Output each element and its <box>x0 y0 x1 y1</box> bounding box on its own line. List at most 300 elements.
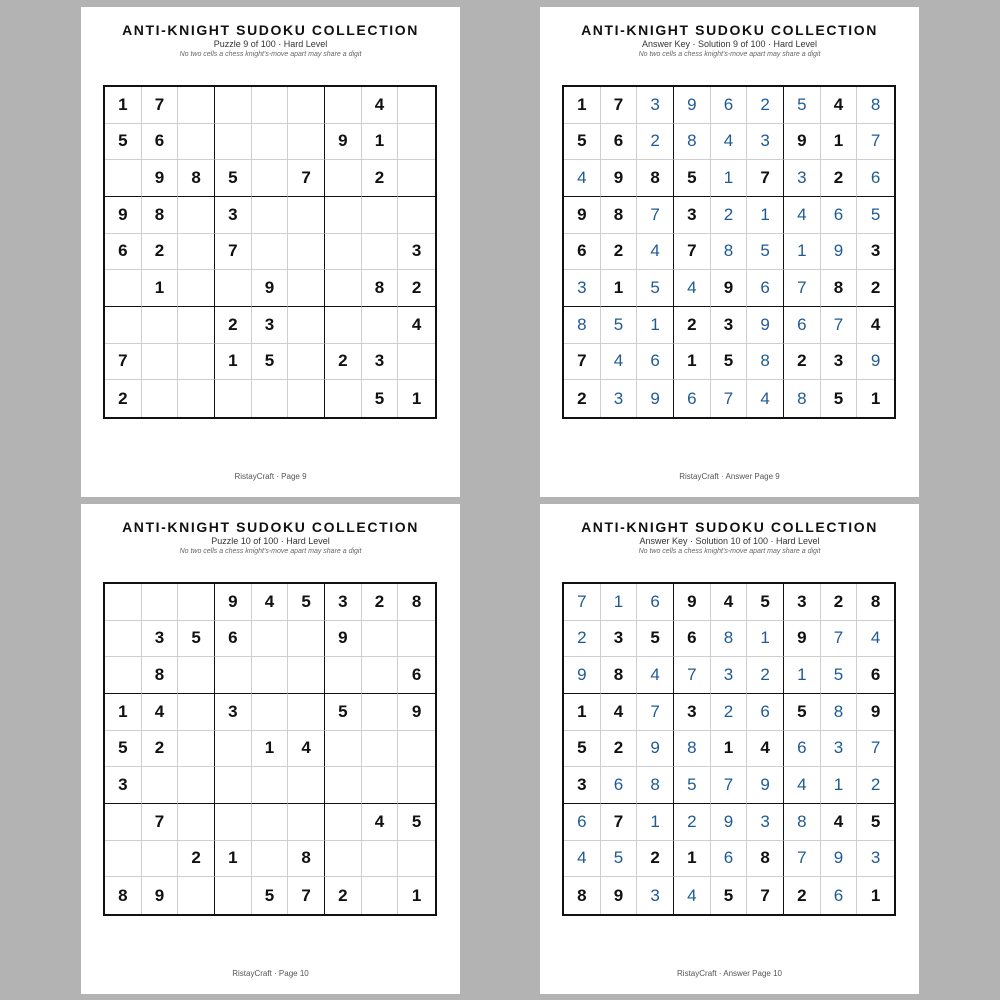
sudoku-cell: 8 <box>821 694 858 731</box>
sudoku-cell: 5 <box>362 380 399 417</box>
sudoku-cell <box>362 841 399 878</box>
sudoku-cell: 1 <box>870 388 881 408</box>
sudoku-cell <box>252 657 289 694</box>
sudoku-cell: 3 <box>215 197 252 234</box>
sudoku-cell <box>215 270 252 307</box>
page-subtitle: Puzzle 9 of 100 · Hard Level <box>213 39 328 49</box>
sudoku-cell: 1 <box>821 767 858 804</box>
sudoku-cell: 5 <box>252 877 289 914</box>
sudoku-cell <box>105 621 142 658</box>
sudoku-cell: 6 <box>857 160 894 197</box>
sudoku-cell <box>288 124 325 161</box>
sudoku-cell: 4 <box>821 87 858 124</box>
sudoku-cell <box>178 877 215 914</box>
sudoku-cell: 5 <box>674 160 711 197</box>
sudoku-cell: 9 <box>857 344 894 381</box>
sudoku-cell <box>105 804 142 841</box>
sudoku-cell <box>288 380 325 417</box>
sudoku-cell: 3 <box>252 307 289 344</box>
sudoku-cell: 3 <box>711 307 748 344</box>
sudoku-cell: 8 <box>601 197 638 234</box>
sudoku-cell: 5 <box>215 160 252 197</box>
sudoku-cell: 8 <box>711 234 748 271</box>
sudoku-cell <box>105 160 142 197</box>
sudoku-cell <box>178 731 215 768</box>
page-footer: RistayCraft · Answer Page 9 <box>679 472 780 481</box>
sudoku-cell: 5 <box>821 380 858 417</box>
sudoku-cell: 7 <box>288 877 325 914</box>
sudoku-cell <box>288 197 325 234</box>
sudoku-cell: 3 <box>215 694 252 731</box>
page-title: ANTI-KNIGHT SUDOKU COLLECTION <box>122 22 419 38</box>
sudoku-cell <box>325 197 362 234</box>
sudoku-cell <box>288 87 325 124</box>
sudoku-cell: 6 <box>564 804 601 841</box>
sudoku-cell: 4 <box>857 307 894 344</box>
sudoku-cell <box>362 767 399 804</box>
sudoku-cell <box>288 307 325 344</box>
sudoku-cell <box>398 124 435 161</box>
sudoku-cell <box>142 307 179 344</box>
sudoku-cell: 9 <box>564 657 601 694</box>
sudoku-cell: 7 <box>784 270 821 307</box>
sudoku-cell <box>362 307 399 344</box>
sudoku-cell: 4 <box>362 804 399 841</box>
sudoku-cell: 9 <box>857 694 894 731</box>
sudoku-cell: 6 <box>674 380 711 417</box>
sudoku-cell: 1 <box>637 804 674 841</box>
sudoku-cell <box>178 344 215 381</box>
sudoku-cell: 3 <box>564 270 601 307</box>
sudoku-cell: 7 <box>105 344 142 381</box>
sudoku-cell: 2 <box>362 160 399 197</box>
sudoku-cell: 1 <box>601 584 638 621</box>
sudoku-cell <box>178 804 215 841</box>
sudoku-cell: 5 <box>252 344 289 381</box>
sudoku-grid <box>103 582 437 916</box>
sudoku-cell: 6 <box>711 841 748 878</box>
sudoku-cell: 1 <box>601 270 638 307</box>
sudoku-cell: 4 <box>288 731 325 768</box>
sudoku-cell <box>252 841 289 878</box>
sudoku-cell: 6 <box>747 694 784 731</box>
sudoku-cell: 1 <box>215 841 252 878</box>
sudoku-cell: 6 <box>857 657 894 694</box>
sudoku-cell <box>398 767 435 804</box>
sudoku-cell: 1 <box>252 731 289 768</box>
sudoku-cell: 2 <box>142 234 179 271</box>
sudoku-cell: 3 <box>747 804 784 841</box>
sudoku-cell: 6 <box>821 197 858 234</box>
sudoku-cell <box>325 657 362 694</box>
sudoku-cell <box>252 87 289 124</box>
sudoku-cell <box>325 87 362 124</box>
sudoku-cell: 5 <box>178 621 215 658</box>
sudoku-cell: 4 <box>252 584 289 621</box>
sudoku-cell <box>288 344 325 381</box>
sudoku-cell: 3 <box>747 124 784 161</box>
sudoku-cell <box>252 160 289 197</box>
sudoku-cell: 1 <box>747 197 784 234</box>
sudoku-cell <box>252 621 289 658</box>
sudoku-cell: 7 <box>711 767 748 804</box>
sudoku-cell: 1 <box>674 841 711 878</box>
sudoku-cell: 9 <box>784 621 821 658</box>
sudoku-cell: 2 <box>142 731 179 768</box>
sudoku-cell <box>178 270 215 307</box>
sudoku-cell: 4 <box>601 344 638 381</box>
sudoku-cell: 7 <box>564 584 601 621</box>
sudoku-cell: 2 <box>601 731 638 768</box>
sudoku-cell: 9 <box>564 197 601 234</box>
sudoku-cell: 3 <box>564 767 601 804</box>
sudoku-cell: 1 <box>870 885 881 905</box>
sudoku-cell <box>215 877 252 914</box>
sudoku-cell: 6 <box>105 234 142 271</box>
sudoku-cell: 8 <box>857 87 894 124</box>
sudoku-cell: 8 <box>178 160 215 197</box>
sudoku-cell <box>288 767 325 804</box>
sudoku-cell: 6 <box>601 124 638 161</box>
sudoku-cell <box>105 657 142 694</box>
sudoku-cell: 9 <box>747 307 784 344</box>
sudoku-cell: 4 <box>711 124 748 161</box>
sudoku-cell: 1 <box>747 621 784 658</box>
sudoku-cell: 5 <box>784 694 821 731</box>
sudoku-cell <box>325 767 362 804</box>
sudoku-cell: 8 <box>601 657 638 694</box>
sudoku-cell <box>178 584 215 621</box>
sudoku-cell: 7 <box>142 804 179 841</box>
page-footer: RistayCraft · Page 10 <box>232 969 309 978</box>
sudoku-cell <box>178 234 215 271</box>
sudoku-cell <box>105 841 142 878</box>
sudoku-cell: 8 <box>747 841 784 878</box>
rule-text: No two cells a chess knight's-move apart may share a digit <box>179 51 362 58</box>
sudoku-cell: 7 <box>637 694 674 731</box>
sudoku-cell <box>178 87 215 124</box>
sudoku-cell <box>398 160 435 197</box>
sudoku-cell <box>325 270 362 307</box>
sudoku-cell <box>398 87 435 124</box>
sudoku-cell: 7 <box>674 234 711 271</box>
sudoku-cell <box>288 657 325 694</box>
sudoku-cell: 3 <box>637 877 674 914</box>
page-subtitle: Answer Key · Solution 10 of 100 · Hard Level <box>639 536 820 546</box>
sudoku-cell: 3 <box>325 584 362 621</box>
sudoku-cell: 6 <box>398 657 435 694</box>
sudoku-cell: 6 <box>637 344 674 381</box>
sudoku-cell: 3 <box>362 344 399 381</box>
sudoku-cell: 6 <box>821 877 858 914</box>
sudoku-cell: 7 <box>601 87 638 124</box>
sudoku-cell: 8 <box>784 380 821 417</box>
sudoku-cell: 5 <box>601 307 638 344</box>
sudoku-cell: 4 <box>857 621 894 658</box>
sudoku-grid <box>103 85 437 419</box>
sudoku-cell: 2 <box>747 87 784 124</box>
sudoku-grid <box>562 85 896 419</box>
sudoku-cell: 6 <box>564 234 601 271</box>
sudoku-cell: 1 <box>637 307 674 344</box>
sudoku-cell: 3 <box>105 767 142 804</box>
sudoku-cell: 2 <box>821 160 858 197</box>
sudoku-cell: 6 <box>142 124 179 161</box>
sudoku-cell: 4 <box>637 234 674 271</box>
sudoku-cell: 6 <box>747 270 784 307</box>
sudoku-cell: 7 <box>747 160 784 197</box>
sudoku-cell: 7 <box>857 124 894 161</box>
sudoku-cell: 2 <box>215 307 252 344</box>
sudoku-cell: 9 <box>711 804 748 841</box>
puzzle-page-9 <box>81 7 460 497</box>
sudoku-cell: 4 <box>362 87 399 124</box>
sudoku-cell: 4 <box>601 694 638 731</box>
sudoku-cell <box>178 197 215 234</box>
sudoku-cell: 5 <box>637 270 674 307</box>
sudoku-cell <box>398 731 435 768</box>
sudoku-cell: 1 <box>821 124 858 161</box>
sudoku-cell: 3 <box>398 234 435 271</box>
sudoku-cell: 2 <box>747 657 784 694</box>
sudoku-cell <box>178 657 215 694</box>
sudoku-cell: 5 <box>857 197 894 234</box>
sudoku-cell: 1 <box>784 234 821 271</box>
sudoku-cell <box>215 804 252 841</box>
sudoku-cell: 3 <box>784 160 821 197</box>
sudoku-cell: 6 <box>711 87 748 124</box>
sudoku-cell: 3 <box>784 584 821 621</box>
rule-text: No two cells a chess knight's-move apart may share a digit <box>179 548 362 555</box>
sudoku-cell <box>398 841 435 878</box>
sudoku-cell: 4 <box>821 804 858 841</box>
sudoku-cell: 7 <box>215 234 252 271</box>
puzzle-page-10 <box>81 504 460 994</box>
sudoku-cell: 1 <box>711 731 748 768</box>
page-subtitle: Answer Key · Solution 9 of 100 · Hard Level <box>641 39 818 49</box>
rule-text: No two cells a chess knight's-move apart may share a digit <box>638 548 821 555</box>
sudoku-cell: 9 <box>142 877 179 914</box>
sudoku-cell: 5 <box>564 731 601 768</box>
sudoku-cell: 2 <box>564 621 601 658</box>
sudoku-cell: 3 <box>711 657 748 694</box>
sudoku-cell: 7 <box>601 804 638 841</box>
sudoku-cell <box>325 731 362 768</box>
sudoku-cell <box>252 694 289 731</box>
sudoku-cell: 2 <box>711 197 748 234</box>
sudoku-cell: 2 <box>637 841 674 878</box>
sudoku-cell: 9 <box>784 124 821 161</box>
page-footer: RistayCraft · Answer Page 10 <box>677 969 782 978</box>
sudoku-cell: 9 <box>601 160 638 197</box>
sudoku-cell: 5 <box>637 621 674 658</box>
sudoku-cell <box>252 767 289 804</box>
sudoku-cell: 2 <box>637 124 674 161</box>
sudoku-cell: 4 <box>142 694 179 731</box>
sudoku-cell: 1 <box>362 124 399 161</box>
sudoku-cell: 5 <box>601 841 638 878</box>
sudoku-cell: 6 <box>601 767 638 804</box>
sudoku-cell <box>252 234 289 271</box>
sudoku-cell: 2 <box>674 307 711 344</box>
sudoku-cell: 8 <box>784 804 821 841</box>
sudoku-cell: 2 <box>325 344 362 381</box>
sudoku-cell <box>142 380 179 417</box>
sudoku-cell <box>178 694 215 731</box>
sudoku-cell: 3 <box>821 731 858 768</box>
sudoku-cell: 9 <box>215 584 252 621</box>
sudoku-cell: 1 <box>215 344 252 381</box>
sudoku-cell <box>215 767 252 804</box>
sudoku-cell: 8 <box>674 731 711 768</box>
sudoku-cell: 7 <box>564 344 601 381</box>
sudoku-cell <box>178 767 215 804</box>
sudoku-cell <box>178 124 215 161</box>
page-footer: RistayCraft · Page 9 <box>234 472 307 481</box>
sudoku-cell: 2 <box>784 344 821 381</box>
sudoku-cell: 4 <box>747 380 784 417</box>
sudoku-cell <box>325 307 362 344</box>
sudoku-cell <box>362 657 399 694</box>
sudoku-cell: 4 <box>747 731 784 768</box>
sudoku-cell: 8 <box>398 584 435 621</box>
sudoku-cell: 5 <box>288 584 325 621</box>
sudoku-cell: 3 <box>674 197 711 234</box>
answer-page-10 <box>540 504 919 994</box>
sudoku-cell: 2 <box>601 234 638 271</box>
sudoku-cell <box>215 124 252 161</box>
sudoku-cell: 7 <box>142 87 179 124</box>
sudoku-cell <box>362 877 399 914</box>
sudoku-cell: 9 <box>821 841 858 878</box>
sudoku-cell: 2 <box>398 270 435 307</box>
sudoku-cell: 2 <box>857 270 894 307</box>
sudoku-cell: 9 <box>637 731 674 768</box>
sudoku-cell <box>252 197 289 234</box>
sudoku-cell: 9 <box>747 767 784 804</box>
sudoku-cell: 7 <box>711 380 748 417</box>
sudoku-cell: 3 <box>674 694 711 731</box>
sudoku-cell: 6 <box>215 621 252 658</box>
sudoku-cell <box>325 804 362 841</box>
sudoku-cell: 9 <box>398 694 435 731</box>
sudoku-cell: 9 <box>821 234 858 271</box>
sudoku-cell <box>362 621 399 658</box>
sudoku-cell <box>325 160 362 197</box>
sudoku-cell: 8 <box>821 270 858 307</box>
page-title: ANTI-KNIGHT SUDOKU COLLECTION <box>581 22 878 38</box>
sudoku-cell: 3 <box>601 380 638 417</box>
sudoku-cell <box>215 380 252 417</box>
sudoku-cell: 7 <box>821 307 858 344</box>
sudoku-cell: 9 <box>637 380 674 417</box>
sudoku-cell: 9 <box>252 270 289 307</box>
sudoku-cell: 5 <box>711 344 748 381</box>
sudoku-cell: 9 <box>674 87 711 124</box>
sudoku-cell <box>325 234 362 271</box>
sudoku-cell: 8 <box>711 621 748 658</box>
sudoku-cell <box>142 584 179 621</box>
sudoku-cell: 4 <box>784 197 821 234</box>
sudoku-cell: 5 <box>398 804 435 841</box>
sudoku-cell: 2 <box>784 877 821 914</box>
sudoku-cell: 6 <box>674 621 711 658</box>
sudoku-cell <box>252 804 289 841</box>
sudoku-cell: 5 <box>105 731 142 768</box>
page-subtitle: Puzzle 10 of 100 · Hard Level <box>211 536 330 546</box>
sudoku-cell: 1 <box>411 885 422 905</box>
sudoku-cell: 8 <box>637 767 674 804</box>
sudoku-cell: 7 <box>637 197 674 234</box>
sudoku-cell: 8 <box>747 344 784 381</box>
sudoku-cell: 4 <box>637 657 674 694</box>
sudoku-cell <box>105 584 142 621</box>
sudoku-cell: 9 <box>142 160 179 197</box>
sudoku-cell: 3 <box>857 234 894 271</box>
sudoku-cell: 7 <box>857 731 894 768</box>
sudoku-cell <box>362 234 399 271</box>
sudoku-cell: 2 <box>857 767 894 804</box>
sudoku-cell <box>288 270 325 307</box>
sudoku-cell: 9 <box>105 197 142 234</box>
sudoku-cell: 6 <box>784 307 821 344</box>
sudoku-cell: 5 <box>564 124 601 161</box>
sudoku-cell <box>362 694 399 731</box>
sudoku-cell: 5 <box>105 124 142 161</box>
sudoku-cell <box>288 694 325 731</box>
page-title: ANTI-KNIGHT SUDOKU COLLECTION <box>581 519 878 535</box>
sudoku-cell: 2 <box>821 584 858 621</box>
sudoku-cell: 3 <box>601 621 638 658</box>
sudoku-cell: 4 <box>784 767 821 804</box>
sudoku-cell: 7 <box>674 657 711 694</box>
sudoku-cell: 5 <box>711 877 748 914</box>
sudoku-cell <box>288 804 325 841</box>
sudoku-cell: 9 <box>711 270 748 307</box>
sudoku-cell <box>288 621 325 658</box>
sudoku-cell <box>398 344 435 381</box>
sudoku-cell <box>215 731 252 768</box>
sudoku-cell: 9 <box>325 621 362 658</box>
sudoku-cell: 8 <box>564 877 601 914</box>
sudoku-cell: 7 <box>747 877 784 914</box>
sudoku-cell: 4 <box>674 877 711 914</box>
sudoku-cell: 9 <box>601 877 638 914</box>
sudoku-cell: 2 <box>674 804 711 841</box>
sudoku-cell: 9 <box>674 584 711 621</box>
sudoku-cell: 1 <box>711 160 748 197</box>
sudoku-cell: 7 <box>784 841 821 878</box>
sudoku-cell: 1 <box>142 270 179 307</box>
sudoku-cell: 1 <box>411 388 422 408</box>
sudoku-cell: 5 <box>747 234 784 271</box>
sudoku-cell: 8 <box>142 657 179 694</box>
sudoku-cell <box>325 841 362 878</box>
sudoku-cell: 2 <box>178 841 215 878</box>
sudoku-grid <box>562 582 896 916</box>
sudoku-cell: 8 <box>362 270 399 307</box>
sudoku-cell <box>325 380 362 417</box>
sudoku-cell: 5 <box>747 584 784 621</box>
sudoku-cell: 4 <box>564 160 601 197</box>
sudoku-cell: 2 <box>105 380 142 417</box>
sudoku-cell <box>398 621 435 658</box>
sudoku-cell: 8 <box>857 584 894 621</box>
sudoku-cell: 4 <box>674 270 711 307</box>
sudoku-cell: 2 <box>362 584 399 621</box>
sudoku-cell: 1 <box>564 87 601 124</box>
sudoku-cell: 8 <box>142 197 179 234</box>
